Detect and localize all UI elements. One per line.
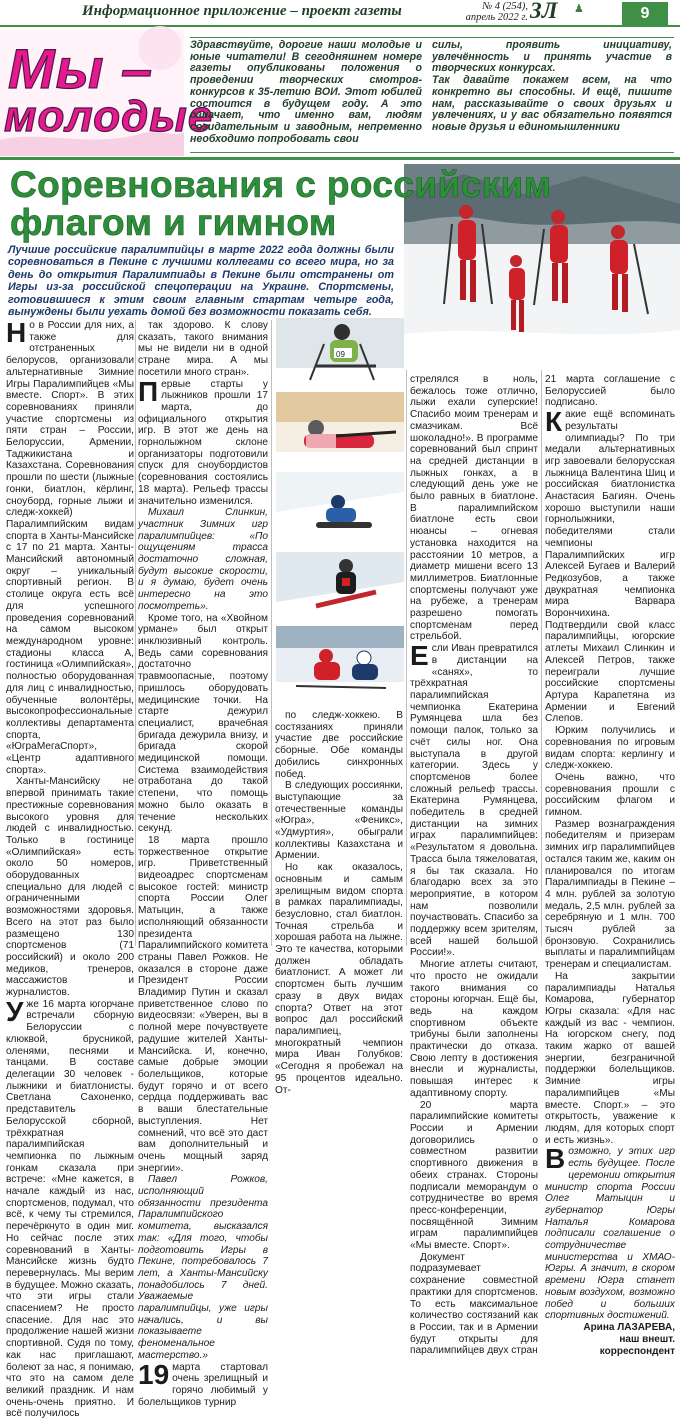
drop-cap: Е xyxy=(410,640,429,672)
drop-cap: К xyxy=(545,406,563,438)
drop-cap: В xyxy=(545,1143,566,1175)
section-intro-col1: Здравствуйте, дорогие наши молодые и юные читатели! В сегодняшнем номере газеты опубликованы положения о проведении творческих смотров-конкурсов к 35-летию ВОИ. Этот юбилей состоится в будущем году. А это означает, что именно вам, людям созидательным и заводным, непременно необходимо попробовать свои xyxy=(190,39,422,145)
newspaper-logo: ЗЛ xyxy=(530,0,558,23)
paragraph: На закрытии паралимпиады Наталья Комарова, губернатор Югры сказала: «Для нас каждый из вас - чемпион. На югорском снегу, под таким жарко от вашей энергии, безграничной поддержки болельщиков. Зимние игры паралимпийцев «Мы вместе. Спорт.» – это открытость, уважение к людям, для которых спорт и есть жизнь». xyxy=(545,970,675,1146)
photo-biathlon-shooter xyxy=(276,392,404,468)
paragraph: Юрким получились и соревнования по игровым видам спорта: керлингу и следж-хоккею. xyxy=(545,725,675,772)
intro-bottom-rule xyxy=(190,152,674,153)
paragraph: Кроме того, на «Хвойном урмане» был открыт инклюзивный контроль. Ведь сами соревнования достаточно травмоопасные, поэтому пришлось оборудовать медицинские точки. На старте дежурил специалист, врачебная бригада дежурила внизу, и бригада скорой медицинской помощи. Система взаимодействия отработана до такой степени, что помощь можно было оказать в течение нескольких секунд. xyxy=(138,612,268,835)
page-number: 9 xyxy=(622,2,668,26)
paragraph xyxy=(138,375,268,508)
photo-sledge-snow xyxy=(276,472,404,548)
section-divider xyxy=(0,157,680,160)
biathlon-illustration xyxy=(276,392,404,468)
section-logo-line1: Мы – xyxy=(8,37,154,100)
paragraph xyxy=(410,640,538,959)
photo-sledge-hockey xyxy=(276,626,404,706)
header-divider xyxy=(0,25,680,27)
intro-top-rule xyxy=(190,37,674,38)
column-separator xyxy=(271,320,272,946)
paragraph: Очень важно, что соревнования прошли с российским флагом и гимном. xyxy=(545,771,675,819)
paragraph-text: сли Иван превратился в дистанции на «санях», то трёхкратная паралимпийская чемпионка Екатерина Румянцева шла без помощи палок, только за счёт силы ног. Она выступала в другой категории. Здесь у спортсменов более сложный рельеф трассы. Екатерина Румянцева, победитель в средней дистанции на зимних играх паралимпийцев: «Результатом я довольна. Трасса была тяжеловатая, я бы так сказала. Но благодарю всех за это мероприятие, в котором нам позволили поучаствовать. Спасибо за поддержку всем зрителям, всей нашей большой России!». xyxy=(410,643,538,959)
column-separator xyxy=(135,320,136,946)
issue-date: апрель 2022 г. xyxy=(465,12,528,23)
paragraph xyxy=(6,995,134,1420)
paragraph: 20 марта паралимпийские комитеты России и Армении договорились о совместном развитии спортивного движения в обеих странах. Стороны подписали меморандум о сотрудничестве во время пресс-конференции, посвящённой Зимним играм паралимпийцев «Мы вместе. Спорт». xyxy=(410,1099,538,1252)
paragraph: стрелялся в ноль, бежалось тоже отлично, лыжи ехали суперские! Спасибо моим тренерам и смазчикам. Всё шоколадно!». В программе соревнований был спринт на средней дистанции в лыжных гонках, а в следующий день уже не было равных в биатлоне. В паралимпийском биатлоне есть свои нюансы – огневая установка находится на расстоянии 10 метров, а диаметр мишени всего 13 миллиметров. Биатлонные спортсмены получают уже на рубеже, а тренерам разрешено помогать спортсменам перед стрельбой. xyxy=(410,374,538,643)
drop-cap: П xyxy=(138,375,159,407)
author-name: Арина ЛАЗАРЕВА, xyxy=(583,1321,675,1333)
drop-cap: 19 xyxy=(138,1358,170,1390)
paragraph-text: о в России для них, а также для отстраненных белорусов, организовали альтернативные Зимние Игры Паралимпийцев «Мы вместе. Спорт». В этих соревнованиях приняли участие спортсмены из пяти стран – России, Белоруссии, Армении, Таджикистана и Казахстана. Соревнования прошли по шести (лыжные гонки, биатлон, кёрлинг, сноуборд, горные лыжи и следж-хоккей) Паралимпийским видам спорта в Ханты-Мансийске с 17 по 21 марта. Ханты-Мансийский автономный округ – уникальный спортивный регион. В столице округа есть всё для успешного проведения соревнований на самом высоком международном уровне: стадионы класса А, гостиница «Олимпийская», полностью оборудованная для лиц с инвалидностью, обученные волонтёры, высокопрофессиональные коллективы департамента спорта, «ЮграМегаСпорт», «Центр адаптивного спорта». xyxy=(6,320,134,776)
paragraph: по следж-хоккею. В состязаниях приняли участие две российские сборные. Обе команды добились синхронных побед. xyxy=(275,710,403,780)
article-column-5 xyxy=(545,374,675,1357)
paragraph xyxy=(545,406,675,725)
paragraph xyxy=(545,1143,675,1322)
paragraph: так здорово. К слову сказать, такого внимания мы не видели ни в одной стране мира. А мы посетили много стран». xyxy=(138,320,268,378)
bib-number: 09 xyxy=(336,350,345,359)
article-column-4 xyxy=(410,374,538,1357)
paragraph xyxy=(138,1358,268,1409)
article-headline-line1: Соревнования с российским xyxy=(10,164,552,205)
issue-info xyxy=(446,1,528,23)
paragraph: Документ подразумевает сохранение совместной практики для спортсменов. То есть максимальное количество состязаний как в России, так и в Армении будут открыты для паралимпийцев двух стран xyxy=(410,1251,538,1357)
newspaper-tagline: Информационное приложение – проект газеты xyxy=(82,3,402,19)
column-separator xyxy=(541,370,542,946)
article-column-3 xyxy=(275,710,403,1096)
quote-text: Михаил Слинкин, участник Зимних игр паралимпийцев: «По ощущениям трасса достаточно сложная, будут высокие скорости, и я думаю, будет очень интересно на это посмотреть». xyxy=(138,507,268,612)
paragraph: Многие атлеты считают, что просто не ожидали такого внимания со стороны югорчан. Ещё бы, ведь на каждом спортивном объекте трибуны были заполнены практически до отказа. Свою лепту в достижения внесли и журналисты, повышая интерес к адаптивному спорту. xyxy=(410,959,538,1099)
photo-snowboarder xyxy=(276,552,404,622)
paragraph-text: озможно, у этих игр есть будущее. После церемонии открытия министр спорта России Олег Матыцин и губернатор Югры Наталья Комарова подписали соглашение о сотрудничестве министерства и ХМАО-Югры. А значит, в скором времени Югра станет новым воздухом, возможно побед и больших спортивных достижений. xyxy=(545,1146,675,1322)
paragraph: 18 марта прошло торжественное открытие игр. Приветственный видеоадрес спортсменам высокое гостей: министр спорта России Олег Матыцин, а также исполняющий обязанности президента Паралимпийского комитета страны Павел Рожков. Не оказался в стороне даже Президент России Владимир Путин и сказал приветственное слово по видеосвязи: «Уверен, вы в полной мере почувствуете радушие жителей Ханты-Мансийска. И, конечно, самые добрые эмоции болельщиков, которые будут горячо и от всего сердца поддерживать вас в ваши блестательные выступления. Нет сомнений, что всё это даст вам дополнительный и очень мощный заряд энергии». xyxy=(138,834,268,1174)
article-headline-line2: флагом и гимном xyxy=(10,202,337,243)
paragraph: 21 марта соглашение с Белоруссией было подписано. xyxy=(545,374,675,409)
paragraph: Но как оказалось, основным и самым зрелищным видом спорта в рамках паралимпиады, безусловно, стал биатлон. Точная стрельба и хорошая работа на лыжне. Это те качества, которыми должен обладать биатлонист. А может ли спортсмен быть лучшим сразу в двух видах спорта? Ответ на этот вопрос дал российский паралимпиец, многократный чемпион мира Иван Голубков: «Сегодня я пробежал на 95 процентов идеально. От- xyxy=(275,862,403,1096)
drop-cap: Н xyxy=(6,317,27,348)
article-column-2 xyxy=(138,320,268,1408)
author-role: наш внешт. корреспондент xyxy=(599,1333,675,1357)
photo-sled-skier xyxy=(276,318,404,388)
paragraph-text: же 16 марта югорчане встречали сборную Белоруссии с клюквой, брусникой, оленями, песнями и танцами. В составе делегации 30 человек - лыжники и биатлонисты. Светлана Сахоненко, представитель Белорусской сборной, трёхкратная паралимпийская чемпионка по лыжным гонкам сказала при встрече: «Мне кажется, в начале каждый из нас, спортсменов, подумал, что всё, к чему ты стремился, перечёркнуто в один миг. Но сейчас после этих соревнований в Ханты-Мансийске жизнь будто перевернулась. Мы верим в будущее. Можно сказать, что эти игры стали спасением? Не просто спасение. Для нас это продолжение нашей жизни спортивной. Судя по тому, как нас приглашают, болеют за нас, я понимаю, что это на самом деле великий праздник. И нам очень-очень приятно. И всё получилось xyxy=(6,998,134,1420)
page-header xyxy=(0,0,680,24)
snowboarder-illustration xyxy=(276,552,404,622)
paragraph-text: ервые старты у лыжников прошли 17 марта, до официального открытия игр. В этот же день на горнолыжном склоне организаторы подготовили спуск для сноубордистов (соревнования состоялись 18 марта). Рельеф трассы значительно изменился. xyxy=(138,378,268,507)
article-column-1 xyxy=(6,317,134,1420)
article-lead: Лучшие российские паралимпийцы в марте 2022 года должны были соревноваться в Пекине с лучшими коллегами со всего мира, но за день до открытия Паралимпиады в Пекине были отстранены от Игры из-за российской спецоперации на Украине. Спортсмены, готовившиеся к этим своим главным стартам четыре года, вынуждены были уехать домой без возможности показать себя. xyxy=(8,244,394,319)
paragraph xyxy=(138,1174,268,1361)
paragraph: В следующих россиянки, выступающие за отечественные команды «Югра», «Феникс», «Удмуртия», обыграли коллективы Казахстана и Армении. xyxy=(275,780,403,862)
paragraph: Размер вознаграждения победителям и призерам зимних игр паралимпийцев остался таким же, каким он планировался по итогам Паралимпиады в Пекине – 4 млн. рублей за золотую медаль, 2,5 млн. рублей за серебряную и 1 млн. 700 тысяч рублей за бронзовую. Сохранились выплаты и паралимпийцам тренерам и специалистам. xyxy=(545,818,675,971)
paragraph: Ханты-Мансийску не впервой принимать такие престижные соревнования высокого уровня для людей с инвалидностью. Только в гостинице «Олимпийская» есть около 50 номеров, оборудованных специально для людей с ограниченными возможностями здоровья. Всего на этот раз было размещено 130 спортсменов (71 российский) и около 200 медиков, тренеров, массажистов и журналистов. xyxy=(6,776,134,999)
logo-figure-icon: ♟ xyxy=(574,3,584,15)
drop-cap: У xyxy=(6,995,24,1027)
column-separator xyxy=(406,370,407,946)
quote-text: Павел Рожков, исполняющий обязанности президента Паралимпийского комитета, высказался так: «Для того, чтобы подготовить Игры в Пекине, потребовалось 7 лет, а Ханты-Мансийску понадобилось 7 дней. Уважаемые паралимпийцы, уже игры начались, и вы показываете феноменальное мастерство.» xyxy=(138,1174,268,1361)
sledge-illustration xyxy=(276,472,404,548)
sledge-hockey-illustration xyxy=(276,626,404,706)
issue-number: № 4 (254), xyxy=(482,1,528,12)
paragraph xyxy=(6,317,134,776)
paragraph xyxy=(138,507,268,612)
section-intro-col2: силы, проявить инициативу, увлечённость и принять участие в творческих конкурсах. Так давайте покажем всем, на что конкретно вы способны. И ещё, пишите нам, рассказывайте о своих друзьях и увлечениях, и у вас обязательно появятся новые друзья и единомышленники xyxy=(432,39,672,133)
paragraph-text: марта стартовал очень зрелищный и горячо любимый у болельщиков турнир xyxy=(138,1361,268,1408)
sled-skier-illustration xyxy=(276,318,404,388)
section-logo-line2: молодые xyxy=(4,92,214,141)
paragraph-text: акие ещё вспоминать результаты олимпиады? По три медали альтернативных игр завоевали белорусская лыжница Валентина Шиц и российская биатлонистка Анастасия Багиян. Очень хорошо выступили наши горнолыжники, победителями стали чемпионы Паралимпийских игр Алексей Бугаев и Валерий Редкозубов, а также двукратная чемпионка мира Варвара Ворончихина. Подтвердили свой класс паралимпийцы, югорские атлеты Михаил Слинкин и Алексей Петров, также переиграли лучшие российские спортсмены Артура Карапетяна из Армении и Евгений Слепов. xyxy=(545,409,675,725)
